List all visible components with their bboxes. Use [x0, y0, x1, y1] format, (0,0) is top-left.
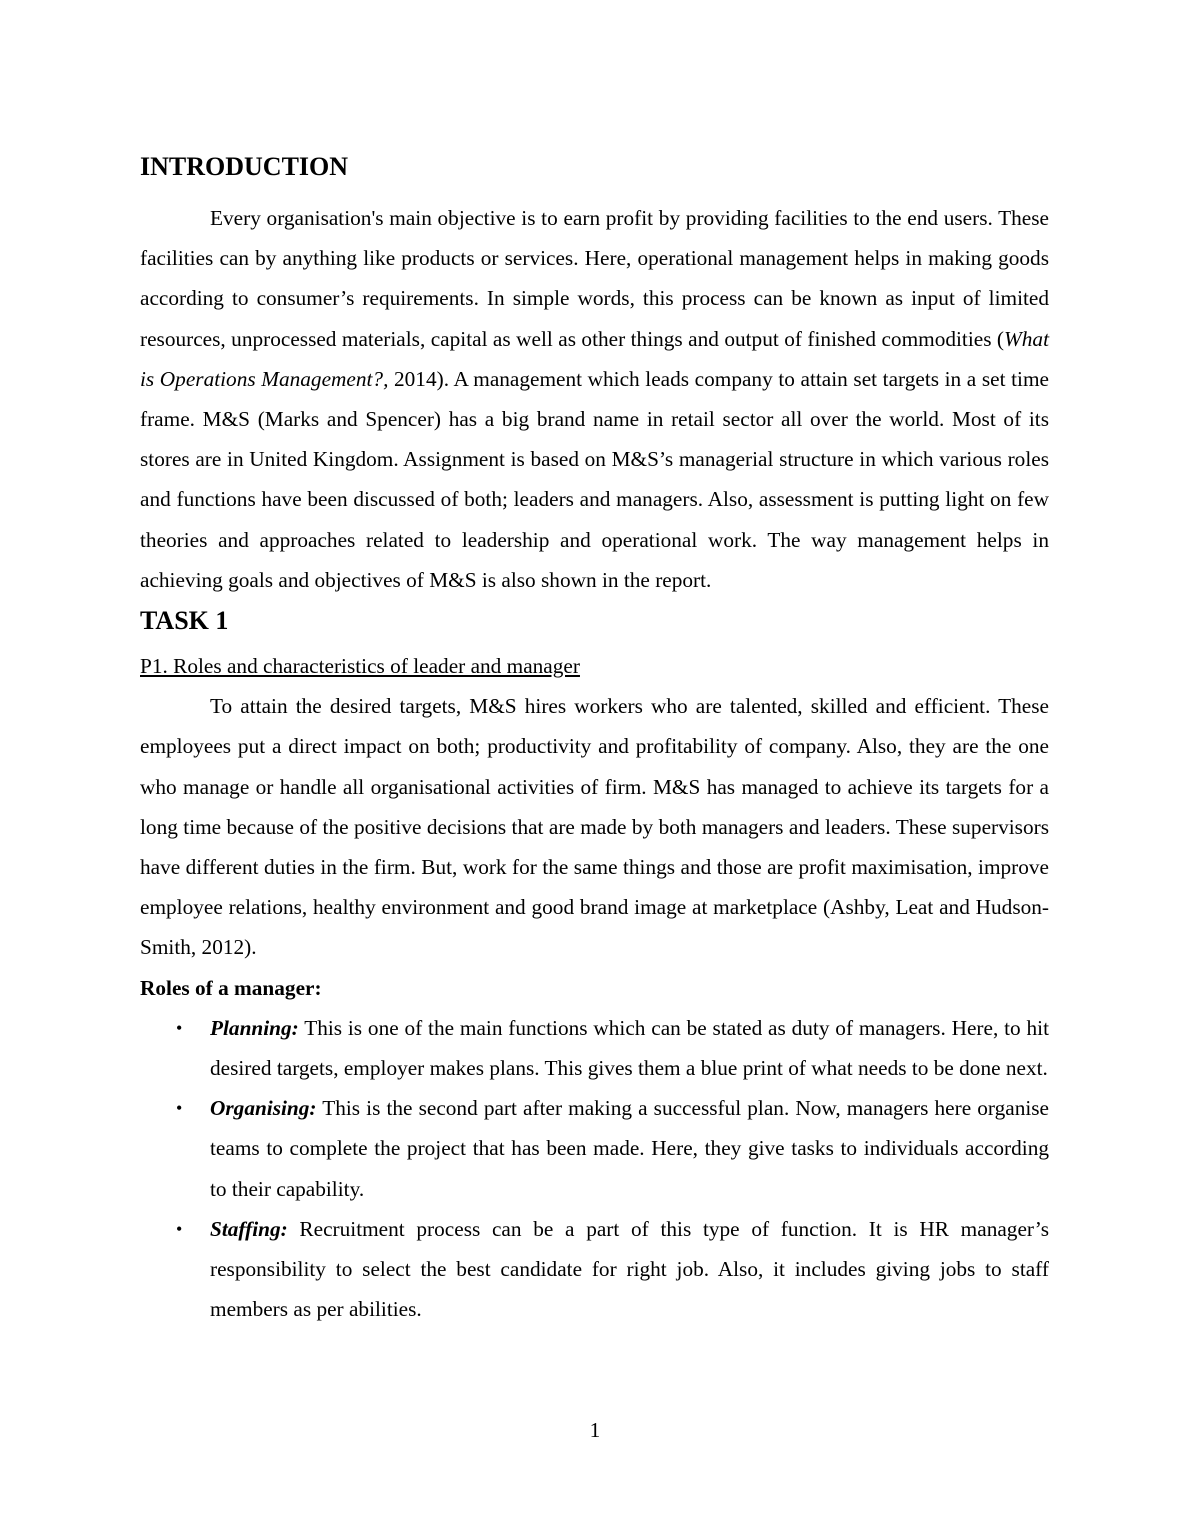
roles-list	[140, 1008, 1049, 1330]
intro-citation: What is Operations Management?,	[140, 326, 1049, 391]
bullet-icon: •	[176, 1098, 183, 1119]
p1-subheading: P1. Roles and characteristics of leader and manager	[140, 654, 580, 679]
role-term: Staffing:	[210, 1216, 288, 1241]
document-page	[140, 150, 1049, 1329]
task1-paragraph: To attain the desired targets, M&S hires workers who are talented, skilled and efficient. These employees put a direct impact on both; productivity and profitability of company. Also, they are the one who manage or handle all organisational activities of firm. M&S has managed to achieve its targets for a long time because of the positive decisions that are made by both managers and leaders. These supervisors have different duties in the firm. But, work for the same things and those are profit maximisation, improve employee relations, healthy environment and good brand image at marketplace (Ashby, Leat and Hudson-Smith, 2012).	[140, 694, 1049, 960]
list-item	[140, 1088, 1049, 1209]
roles-of-manager-label: Roles of a manager:	[140, 975, 322, 1000]
list-item	[140, 1008, 1049, 1088]
task1-heading: TASK 1	[140, 606, 229, 636]
bullet-icon: •	[176, 1017, 183, 1038]
introduction-paragraph	[140, 198, 1049, 600]
bullet-icon: •	[176, 1218, 183, 1239]
introduction-heading: INTRODUCTION	[140, 152, 349, 181]
page-number: 1	[589, 1418, 601, 1442]
role-term: Organising:	[210, 1096, 317, 1121]
intro-text-start: Every organisation's main objective is to earn profit by providing facilities to the end users. These facilities can by anything like products or services. Here, operational management helps in making goods according to consumer’s requirements. In simple words, this process can be known as input of limited resources, unprocessed materials, capital as well as other things and output of finished commodities (	[140, 206, 1049, 351]
role-term: Planning:	[210, 1015, 299, 1040]
list-item	[140, 1209, 1049, 1330]
role-text: Recruitment process can be a part of this type of function. It is HR manager’s responsibility to select the best candidate for right job. Also, it includes giving jobs to staff members as per abilities.	[210, 1216, 1049, 1322]
role-text: This is the second part after making a successful plan. Now, managers here organise teams to complete the project that has been made. Here, they give tasks to individuals according to their capability.	[210, 1096, 1049, 1201]
intro-text-end: 2014). A management which leads company to attain set targets in a set time frame. M&S (Marks and Spencer) has a big brand name in retail sector all over the world. Most of its stores are in United Kingdom. Assignment is based on M&S’s managerial structure in which various roles and functions have been discussed of both; leaders and managers. Also, assessment is putting light on few theories and approaches related to leadership and operational work. The way management helps in achieving goals and objectives of M&S is also shown in the report.	[140, 366, 1049, 592]
role-text: This is one of the main functions which can be stated as duty of managers. Here, to hit desired targets, employer makes plans. This gives them a blue print of what needs to be done next.	[210, 1015, 1049, 1081]
